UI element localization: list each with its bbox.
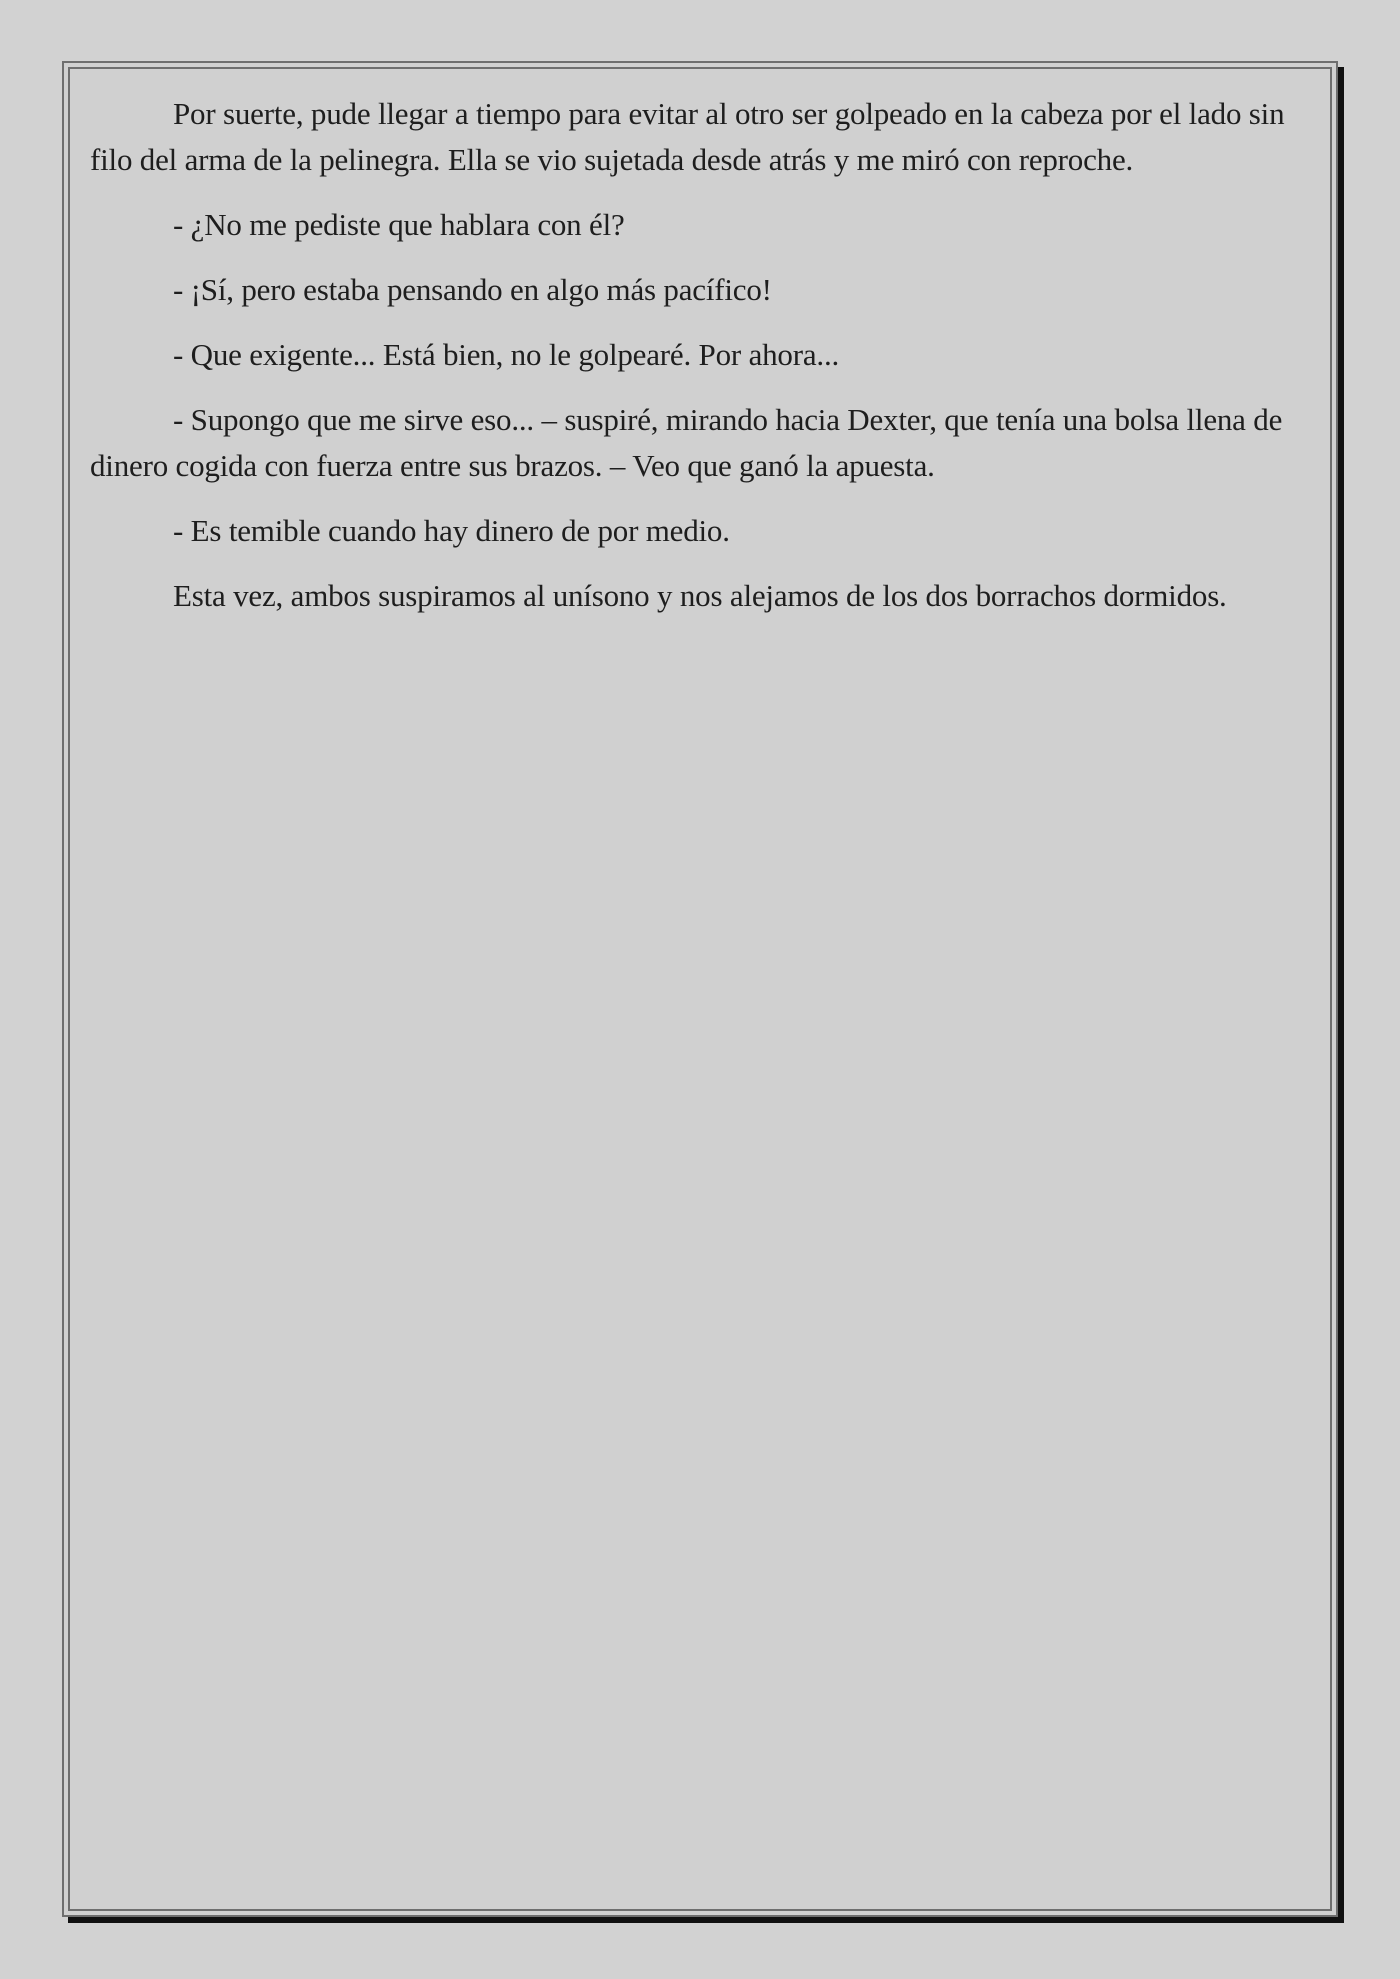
paragraph-4: - Que exigente... Está bien, no le golpearé. Por ahora...: [173, 337, 840, 372]
paragraph-6: - Es temible cuando hay dinero de por medio.: [173, 513, 730, 548]
paragraph-7: Esta vez, ambos suspiramos al unísono y nos alejamos de los dos borrachos dormidos.: [173, 578, 1227, 613]
paragraph-2: - ¿No me pediste que hablara con él?: [173, 207, 625, 242]
page-frame: [62, 61, 1338, 1917]
page-inner-border: [68, 67, 1332, 1911]
document-body: [90, 91, 1316, 638]
paragraph-3: - ¡Sí, pero estaba pensando en algo más pacífico!: [173, 272, 772, 307]
paragraph-1: Por suerte, pude llegar a tiempo para evitar al otro ser golpeado en la cabeza por el lado sin filo del arma de la pelinegra. Ella se vio sujetada desde atrás y me miró con reproche.: [90, 96, 1285, 177]
paragraph-5: - Supongo que me sirve eso... – suspiré, mirando hacia Dexter, que tenía una bolsa llena de dinero cogida con fuerza entre sus brazos. – Veo que ganó la apuesta.: [90, 402, 1283, 483]
